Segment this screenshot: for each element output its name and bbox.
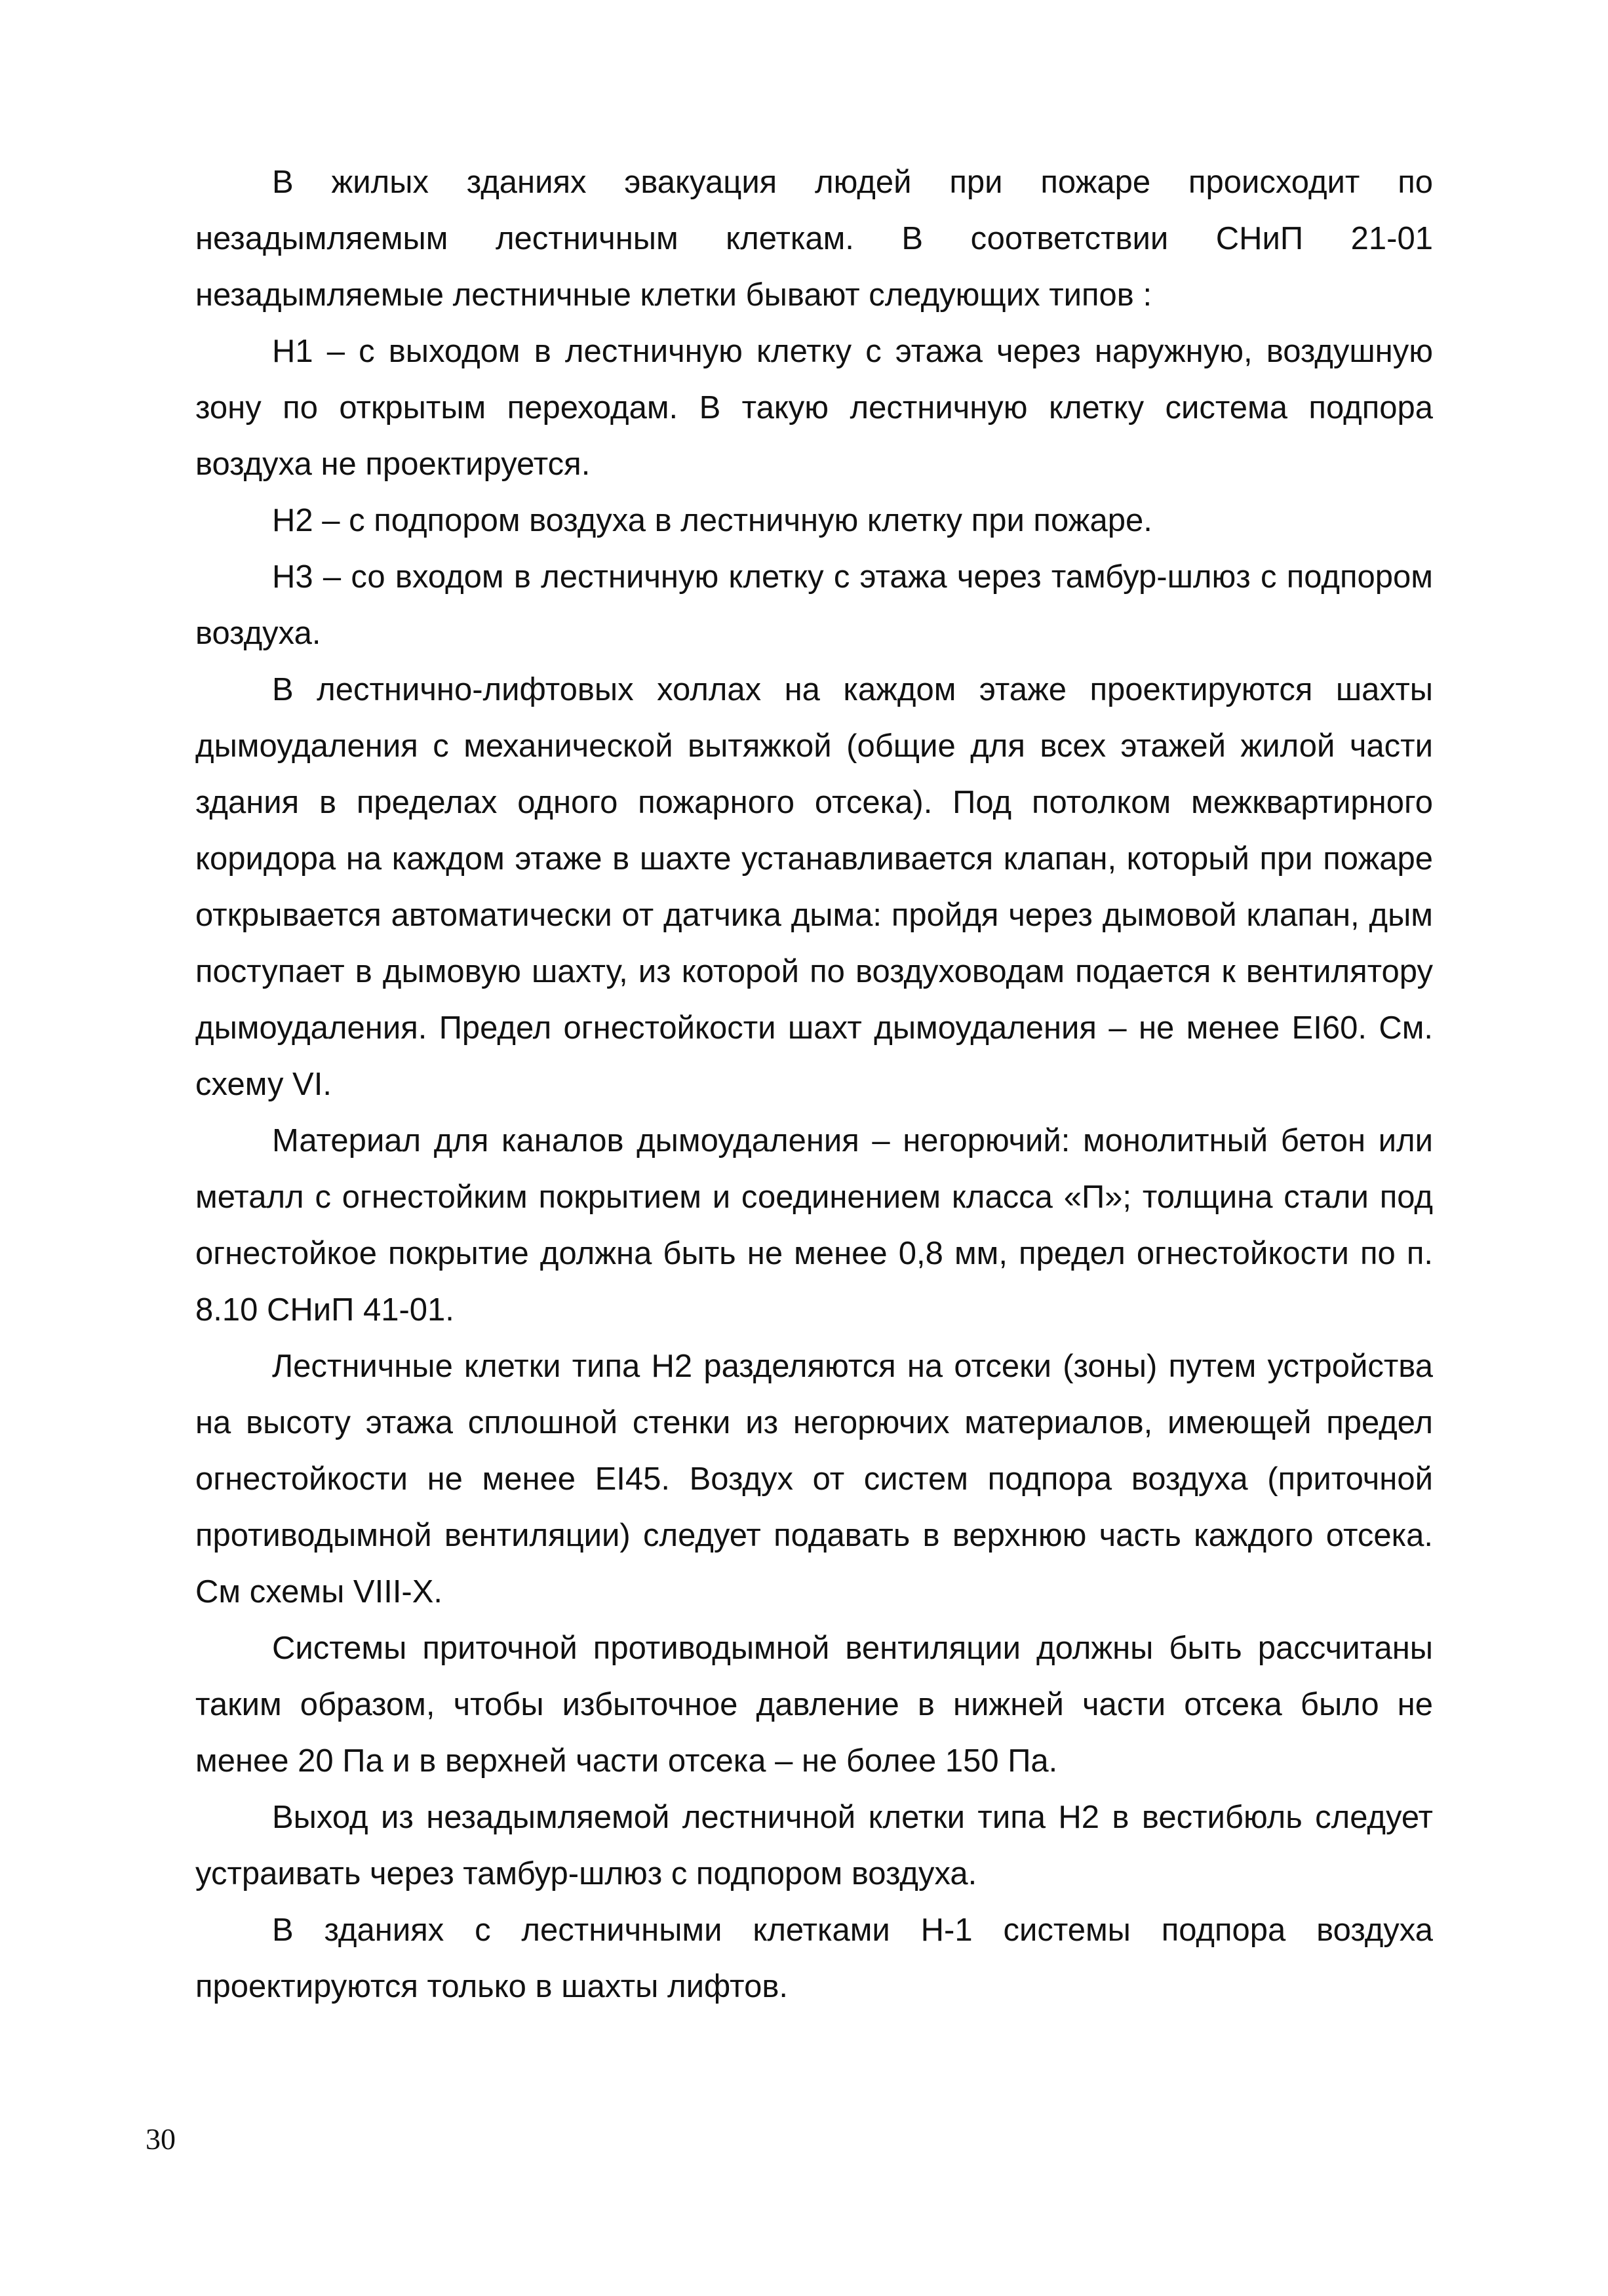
paragraph-elevator-shafts: В зданиях с лестничными клетками Н-1 системы подпора воздуха проектируются только в шахты лифтов. — [195, 1912, 1433, 2004]
paragraph-stair-zones: Лестничные клетки типа Н2 разделяются на отсеки (зоны) путем устройства на высоту этажа сплошной стенки из негорючих материалов, имеющей предел огнестойкости не менее EI45. Воздух от систем подпора воздуха (приточной противодымной вентиляции) следует подавать в верхнюю часть каждого отсека. См схемы VIII-X. — [195, 1349, 1433, 1610]
page-number: 30 — [146, 2122, 176, 2156]
paragraph-type-n1: Н1 – с выходом в лестничную клетку с этажа через наружную, воздушную зону по открытым переходам. В такую лестничную клетку система подпора воздуха не проектируется. — [195, 334, 1433, 482]
paragraph-type-n2: Н2 – с подпором воздуха в лестничную клетку при пожаре. — [272, 503, 1152, 538]
paragraph-vestibule-exit: Выход из незадымляемой лестничной клетки типа Н2 в вестибюль следует устраивать через тамбур-шлюз с подпором воздуха. — [195, 1800, 1433, 1891]
paragraph-evacuation-intro: В жилых зданиях эвакуация людей при пожаре происходит по незадымляемым лестничным клеткам. В соответствии СНиП 21-01 незадымляемые лестничные клетки бывают следующих типов : — [195, 165, 1433, 313]
paragraph-type-n3: Н3 – со входом в лестничную клетку с этажа через тамбур-шлюз с подпором воздуха. — [195, 559, 1433, 651]
paragraph-duct-material: Материал для каналов дымоудаления – негорючий: монолитный бетон или металл с огнестойким покрытием и соединением класса «П»; толщина стали под огнестойкое покрытие должна быть не менее 0,8 мм, предел огнестойкости по п. 8.10 СНиП 41-01. — [195, 1123, 1433, 1328]
body-text — [195, 154, 1433, 2015]
paragraph-smoke-shafts: В лестнично-лифтовых холлах на каждом этаже проектируются шахты дымоудаления с механической вытяжкой (общие для всех этажей жилой части здания в пределах одного пожарного отсека). Под потолком межквартирного коридора на каждом этаже в шахте устанавливается клапан, который при пожаре открывается автоматически от датчика дыма: пройдя через дымовой клапан, дым поступает в дымовую шахту, из которой по воздуховодам подается к вентилятору дымоудаления. Предел огнестойкости шахт дымоудаления – не менее EI60. См. схему VI. — [195, 672, 1433, 1102]
paragraph-pressure-limits: Системы приточной противодымной вентиляции должны быть рассчитаны таким образом, чтобы избыточное давление в нижней части отсека было не менее 20 Па и в верхней части отсека – не более 150 Па. — [195, 1631, 1433, 1779]
